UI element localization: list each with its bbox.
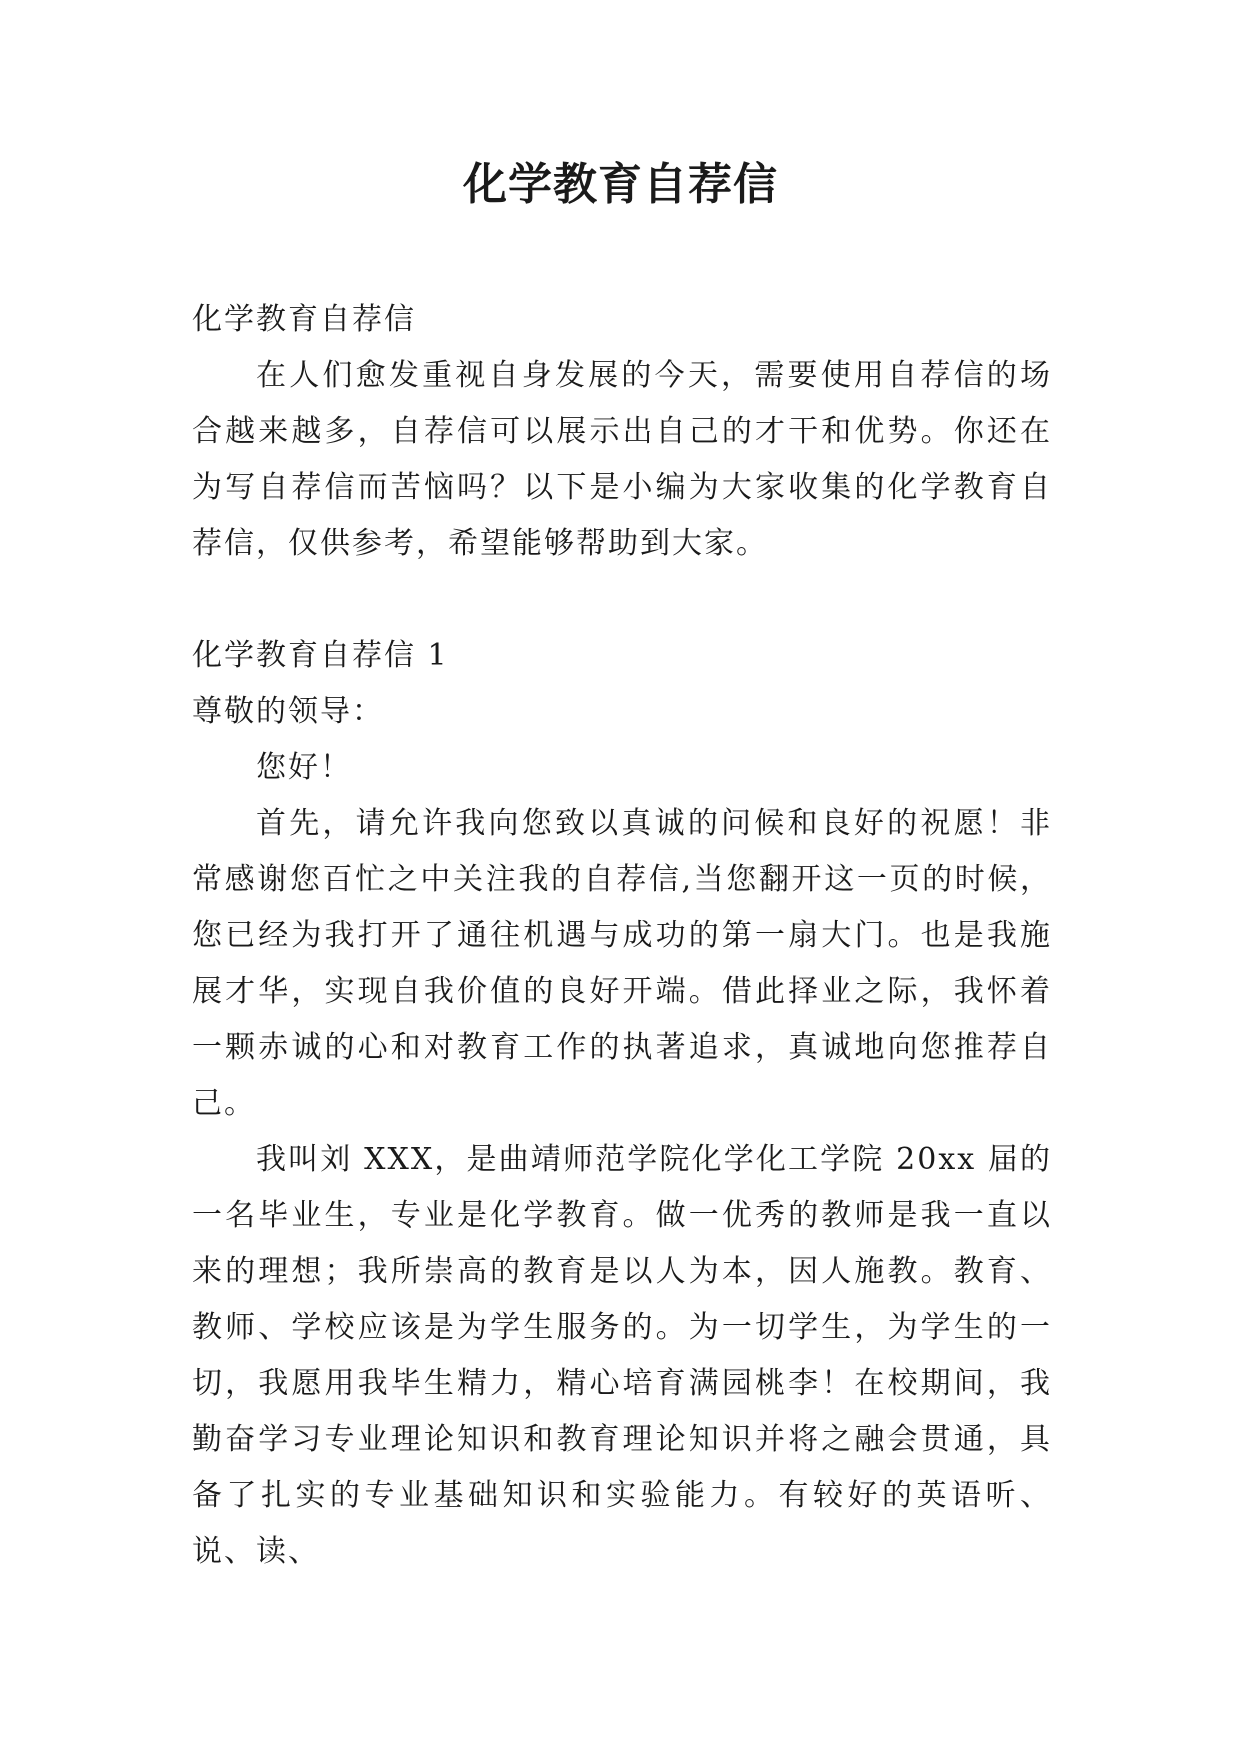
salutation: 尊敬的领导：: [192, 694, 384, 729]
document-body: [192, 292, 1052, 1580]
document-title: 化学教育自荐信: [463, 159, 778, 210]
intro-paragraph: 在人们愈发重视自身发展的今天，需要使用自荐信的场合越来越多，自荐信可以展示出自己的才干和优势。你还在为写自荐信而苦恼吗？以下是小编为大家收集的化学教育自荐信，仅供参考，希望能够帮助到大家。: [192, 358, 1052, 561]
subtitle-paragraph: 化学教育自荐信: [192, 302, 416, 337]
section-heading: 化学教育自荐信 1: [192, 638, 449, 673]
body-paragraph: 我叫刘 XXX，是曲靖师范学院化学化工学院 20xx 届的一名毕业生，专业是化学教育。做一优秀的教师是我一直以来的理想；我所崇高的教育是以人为本，因人施教。教育、教师、学校应该是为学生服务的。为一切学生，为学生的一切，我愿用我毕生精力，精心培育满园桃李！在校期间，我勤奋学习专业理论知识和教育理论知识并将之融会贯通，具备了扎实的专业基础知识和实验能力。有较好的英语听、说、读、: [192, 1142, 1052, 1569]
greeting: 您好！: [256, 750, 352, 785]
body-paragraph: 首先，请允许我向您致以真诚的问候和良好的祝愿！非常感谢您百忙之中关注我的自荐信,当您翻开这一页的时候，您已经为我打开了通往机遇与成功的第一扇大门。也是我施展才华，实现自我价值的良好开端。借此择业之际，我怀着一颗赤诚的心和对教育工作的执著追求，真诚地向您推荐自己。: [192, 806, 1052, 1121]
